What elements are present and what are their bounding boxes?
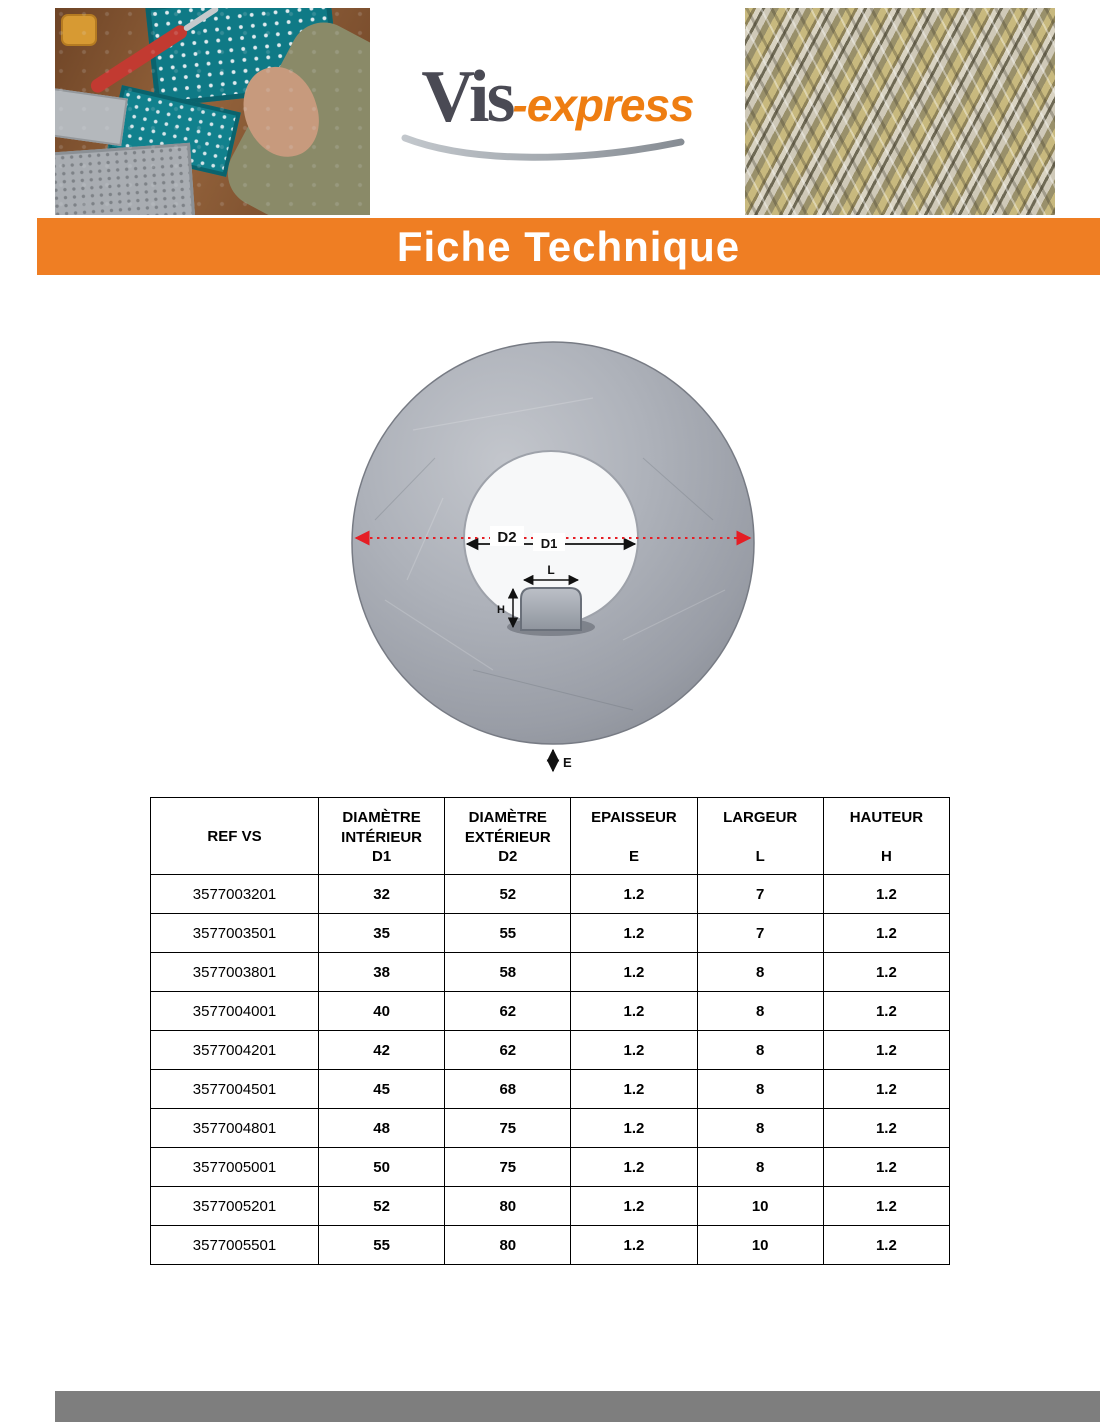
footer-bar	[55, 1391, 1100, 1422]
spec-table-header-row	[151, 798, 950, 875]
value-cell: 40	[319, 992, 445, 1031]
col-header-l: LARGEUR L	[697, 798, 823, 875]
dimension-label-e: E	[563, 755, 572, 770]
logo-express: -express	[512, 78, 694, 131]
ref-cell: 3577004501	[151, 1070, 319, 1109]
hand-shape	[234, 58, 329, 166]
screwdriver-shape	[88, 23, 190, 96]
ref-cell: 3577004201	[151, 1031, 319, 1070]
ref-cell: 3577004801	[151, 1109, 319, 1148]
washer-diagram-svg	[293, 338, 813, 788]
value-cell: 1.2	[571, 1031, 697, 1070]
table-row	[151, 1031, 950, 1070]
dimension-label-h: H	[497, 604, 505, 616]
value-cell: 1.2	[823, 1187, 949, 1226]
table-row	[151, 1070, 950, 1109]
arm-sleeve-shape	[216, 10, 370, 215]
fiche-technique-banner	[37, 218, 1100, 275]
col-header-d2: DIAMÈTRE EXTÉRIEUR D2	[445, 798, 571, 875]
value-cell: 52	[445, 875, 571, 914]
washer-tab	[521, 588, 581, 630]
value-cell: 1.2	[823, 1031, 949, 1070]
ref-cell: 3577005201	[151, 1187, 319, 1226]
ref-cell: 3577005501	[151, 1226, 319, 1265]
col-header-h: HAUTEUR H	[823, 798, 949, 875]
value-cell: 1.2	[823, 1070, 949, 1109]
value-cell: 1.2	[823, 1226, 949, 1265]
value-cell: 8	[697, 1070, 823, 1109]
value-cell: 1.2	[571, 1148, 697, 1187]
value-cell: 50	[319, 1148, 445, 1187]
value-cell: 48	[319, 1109, 445, 1148]
value-cell: 55	[319, 1226, 445, 1265]
value-cell: 80	[445, 1187, 571, 1226]
value-cell: 32	[319, 875, 445, 914]
value-cell: 62	[445, 992, 571, 1031]
screws-photo	[745, 8, 1055, 215]
ref-cell: 3577004001	[151, 992, 319, 1031]
table-row	[151, 953, 950, 992]
value-cell: 1.2	[823, 992, 949, 1031]
logo	[370, 8, 745, 215]
metal-tin	[55, 143, 196, 215]
col-header-d1: DIAMÈTRE INTÉRIEUR D1	[319, 798, 445, 875]
workbench-photo	[55, 8, 370, 215]
value-cell: 7	[697, 875, 823, 914]
dimension-label-d2: D2	[497, 529, 517, 546]
ref-cell: 3577003801	[151, 953, 319, 992]
value-cell: 1.2	[571, 992, 697, 1031]
table-row	[151, 1109, 950, 1148]
value-cell: 35	[319, 914, 445, 953]
value-cell: 7	[697, 914, 823, 953]
value-cell: 75	[445, 1148, 571, 1187]
value-cell: 80	[445, 1226, 571, 1265]
value-cell: 1.2	[571, 1070, 697, 1109]
dimension-label-l: L	[547, 563, 555, 577]
value-cell: 10	[697, 1226, 823, 1265]
value-cell: 8	[697, 1148, 823, 1187]
screw-organizer-box	[145, 8, 340, 107]
col-header-e: EPAISSEUR E	[571, 798, 697, 875]
washer-diagram	[293, 338, 813, 788]
tape-measure-shape	[61, 14, 97, 46]
value-cell: 1.2	[823, 1148, 949, 1187]
value-cell: 1.2	[823, 875, 949, 914]
value-cell: 62	[445, 1031, 571, 1070]
logo-swoosh-icon	[393, 132, 693, 164]
logo-vis: Vis	[421, 55, 513, 138]
value-cell: 8	[697, 992, 823, 1031]
value-cell: 1.2	[571, 914, 697, 953]
value-cell: 1.2	[823, 1109, 949, 1148]
metal-tin-small	[55, 86, 128, 146]
ref-cell: 3577005001	[151, 1148, 319, 1187]
table-row	[151, 992, 950, 1031]
value-cell: 8	[697, 953, 823, 992]
value-cell: 55	[445, 914, 571, 953]
banner-title: Fiche Technique	[396, 222, 741, 270]
value-cell: 75	[445, 1109, 571, 1148]
value-cell: 52	[319, 1187, 445, 1226]
ref-cell: 3577003201	[151, 875, 319, 914]
value-cell: 1.2	[571, 953, 697, 992]
value-cell: 1.2	[823, 953, 949, 992]
value-cell: 1.2	[571, 875, 697, 914]
value-cell: 1.2	[571, 1109, 697, 1148]
value-cell: 8	[697, 1031, 823, 1070]
table-row	[151, 1187, 950, 1226]
screw-organizer-box-small	[107, 85, 241, 177]
value-cell: 10	[697, 1187, 823, 1226]
ref-cell: 3577003501	[151, 914, 319, 953]
spec-table-body	[151, 875, 950, 1265]
table-row	[151, 914, 950, 953]
value-cell: 42	[319, 1031, 445, 1070]
value-cell: 38	[319, 953, 445, 992]
value-cell: 1.2	[571, 1187, 697, 1226]
spec-table	[150, 797, 950, 1265]
value-cell: 8	[697, 1109, 823, 1148]
table-row	[151, 875, 950, 914]
value-cell: 58	[445, 953, 571, 992]
dimension-label-d1: D1	[540, 536, 558, 551]
value-cell: 1.2	[823, 914, 949, 953]
logo-text	[421, 55, 694, 138]
table-row	[151, 1226, 950, 1265]
col-header-ref: REF VS	[151, 798, 319, 875]
value-cell: 45	[319, 1070, 445, 1109]
value-cell: 68	[445, 1070, 571, 1109]
table-row	[151, 1148, 950, 1187]
value-cell: 1.2	[571, 1226, 697, 1265]
